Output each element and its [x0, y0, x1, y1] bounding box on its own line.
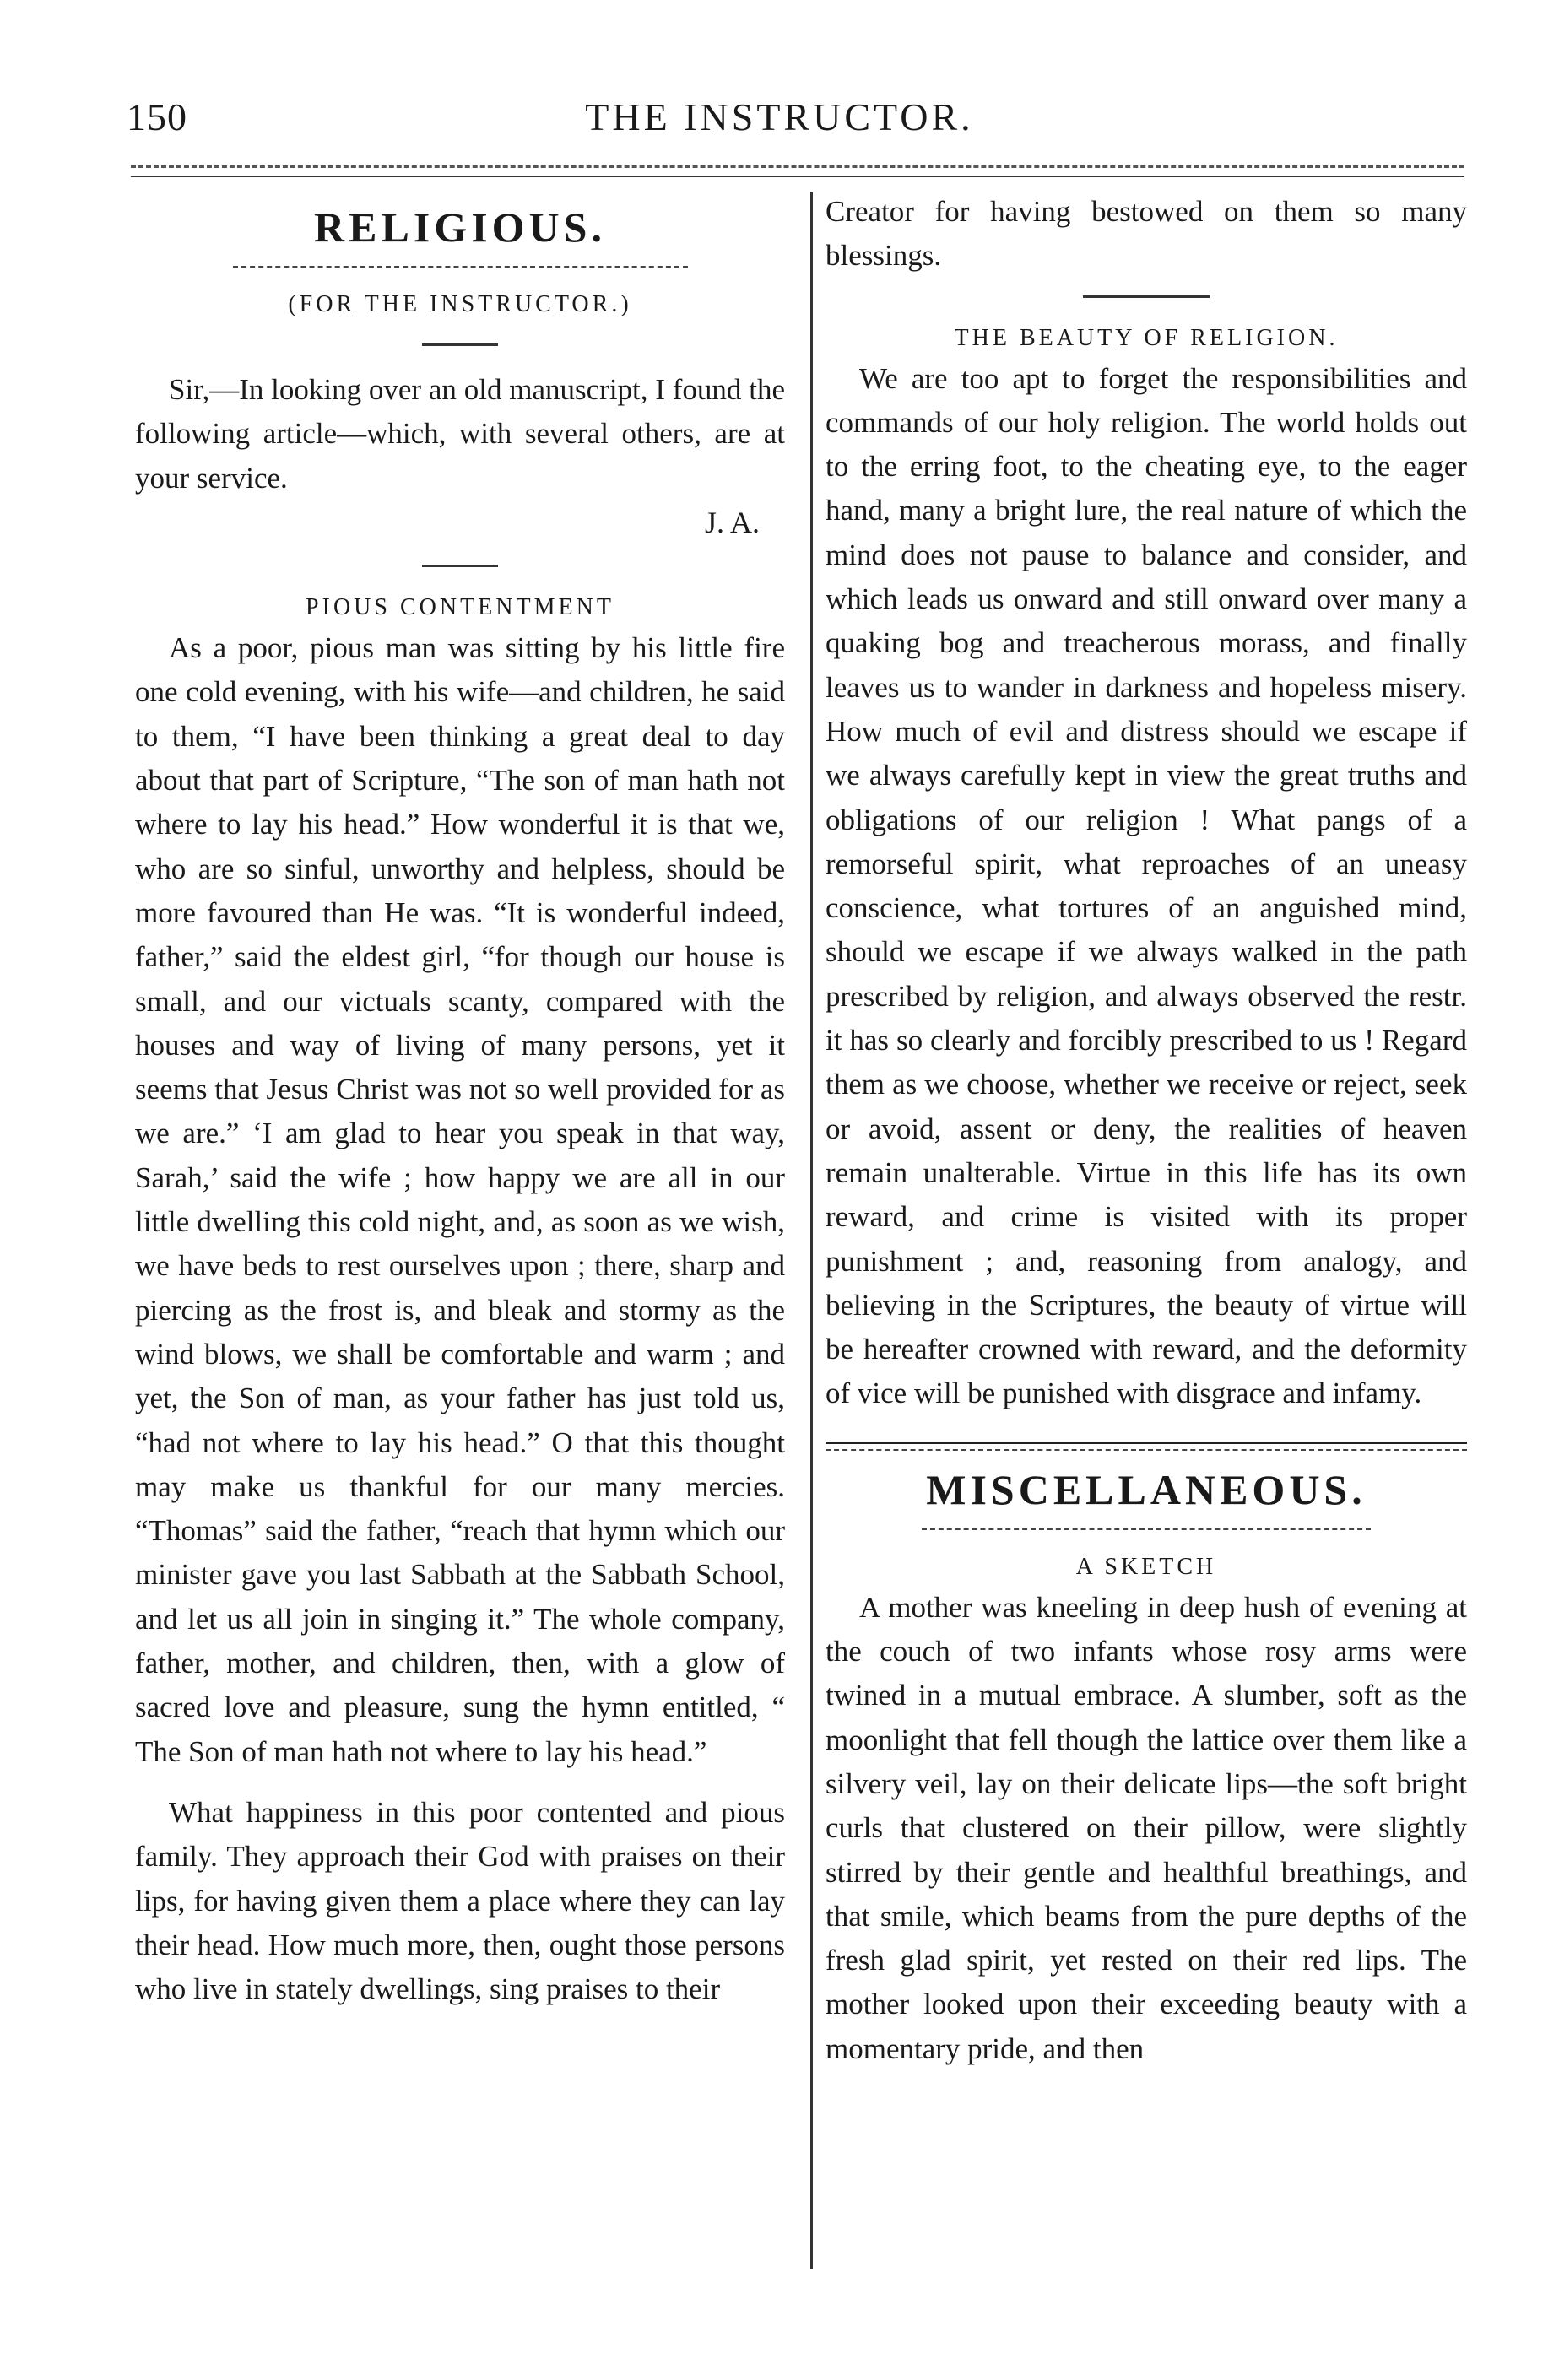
- page-number: 150: [127, 95, 187, 138]
- section-title-religious: RELIGIOUS.: [314, 203, 606, 251]
- short-rule: [422, 565, 498, 567]
- body-paragraph: A mother was kneeling in deep hush of evening at the couch of two infants whose rosy arms were twined in a mutual embrace. A slumber, soft as the moonlight that fell though the lattice over them like a silvery veil, lay on their delicate lips—the soft bright curls that clustered on their pillow, were slightly stirred by their gentle and healthful breathings, and that smile, which beams from the pure depths of the fresh glad spirit, yet rested on their red lips. The mother looked upon their exceeding beauty with a momentary pride, and then: [826, 1590, 1467, 2065]
- continuation-paragraph: Creator for having bestowed on them so many blessings.: [826, 195, 1467, 273]
- article-title-beauty-of-religion: THE BEAUTY OF RELIGION.: [954, 324, 1339, 351]
- article-title-pious-contentment: PIOUS CONTENTMENT: [306, 594, 614, 621]
- right-column: [826, 190, 1467, 2071]
- header-rule-solid: [131, 176, 1464, 177]
- article-title-sketch: A SKETCH: [1075, 1553, 1217, 1580]
- running-head: THE INSTRUCTOR.: [585, 95, 974, 138]
- body-paragraph: What happiness in this poor contented and pious family. They approach their God with praises on their lips, for having given them a place where they can lay their head. How much more, then, ought those persons who live in stately dwellings, sing praises to their: [135, 1795, 785, 2006]
- signature: J. A.: [704, 505, 760, 539]
- section-separator: [233, 266, 688, 268]
- section-separator: [922, 1528, 1371, 1530]
- section-separator-double: [826, 1442, 1467, 1451]
- header-rule: [131, 165, 1464, 168]
- short-rule: [1083, 295, 1210, 298]
- body-paragraph: As a poor, pious man was sitting by his little fire one cold evening, with his wife—and children, he said to them, “I have been thinking a great deal to day about that part of Scripture, “The son of man hath not where to lay his head.” How wonderful it is that we, who are so sinful, unworthy and helpless, should be more favoured than He was. “It is wonderful indeed, father,” said the eldest girl, “for though our house is small, and our victuals scanty, compared with the houses and way of living of many persons, yet it seems that Jesus Christ was not so well provided for as we are.” ‘I am glad to hear you speak in that way, Sarah,’ said the wife ; how happy we are all in our little dwelling this cold night, and, as soon as we wish, we have beds to rest ourselves upon ; there, sharp and piercing as the frost is, and bleak and stormy as the wind blows, we shall be comfortable and warm ; and yet, the Son of man, as your father has just told us, “had not where to lay his head.” O that this thought may make us thankful for our many mercies. “Thomas” said the father, “reach that hymn which our minister gave you last Sabbath at the Sabbath School, and let us all join in singing it.” The whole company, father, mother, and children, then, with a glow of sacred love and pleasure, sung the hymn entitled, “ The Son of man hath not where to lay his head.”: [135, 631, 785, 1768]
- section-title-miscellaneous: MISCELLANEOUS.: [926, 1465, 1367, 1513]
- intro-paragraph: Sir,—In looking over an old manuscript, I found the following article—which, with several others, are at your service.: [135, 373, 785, 495]
- column-divider: [810, 192, 813, 2269]
- left-column: [135, 190, 785, 2011]
- short-rule: [422, 343, 498, 346]
- body-paragraph: We are too apt to forget the responsibilities and commands of our holy religion. The world holds out to the erring foot, to the cheating eye, to the eager hand, many a bright lure, the real nature of which the mind does not pause to balance and consider, and which leads us onward and still onward over many a quaking bog and treacherous morass, and finally leaves us to wander in darkness and hopeless misery. How much of evil and distress should we escape if we always carefully kept in view the great truths and obligations of our religion ! What pangs of a remorseful spirit, what reproaches of an uneasy conscience, what tortures of an anguished mind, should we escape if we always walked in the path prescribed by religion, and always observed the restr. it has so clearly and forcibly prescribed to us ! Regard them as we choose, whether we receive or reject, seek or avoid, assent or deny, the realities of heaven remain unalterable. Virtue in this life has its own reward, and crime is visited with its proper punishment ; and, reasoning from analogy, and believing in the Scriptures, the beauty of virtue will be hereafter crowned with reward, and the deformity of vice will be punished with disgrace and infamy.: [826, 361, 1467, 1410]
- byline: (FOR THE INSTRUCTOR.): [288, 291, 632, 317]
